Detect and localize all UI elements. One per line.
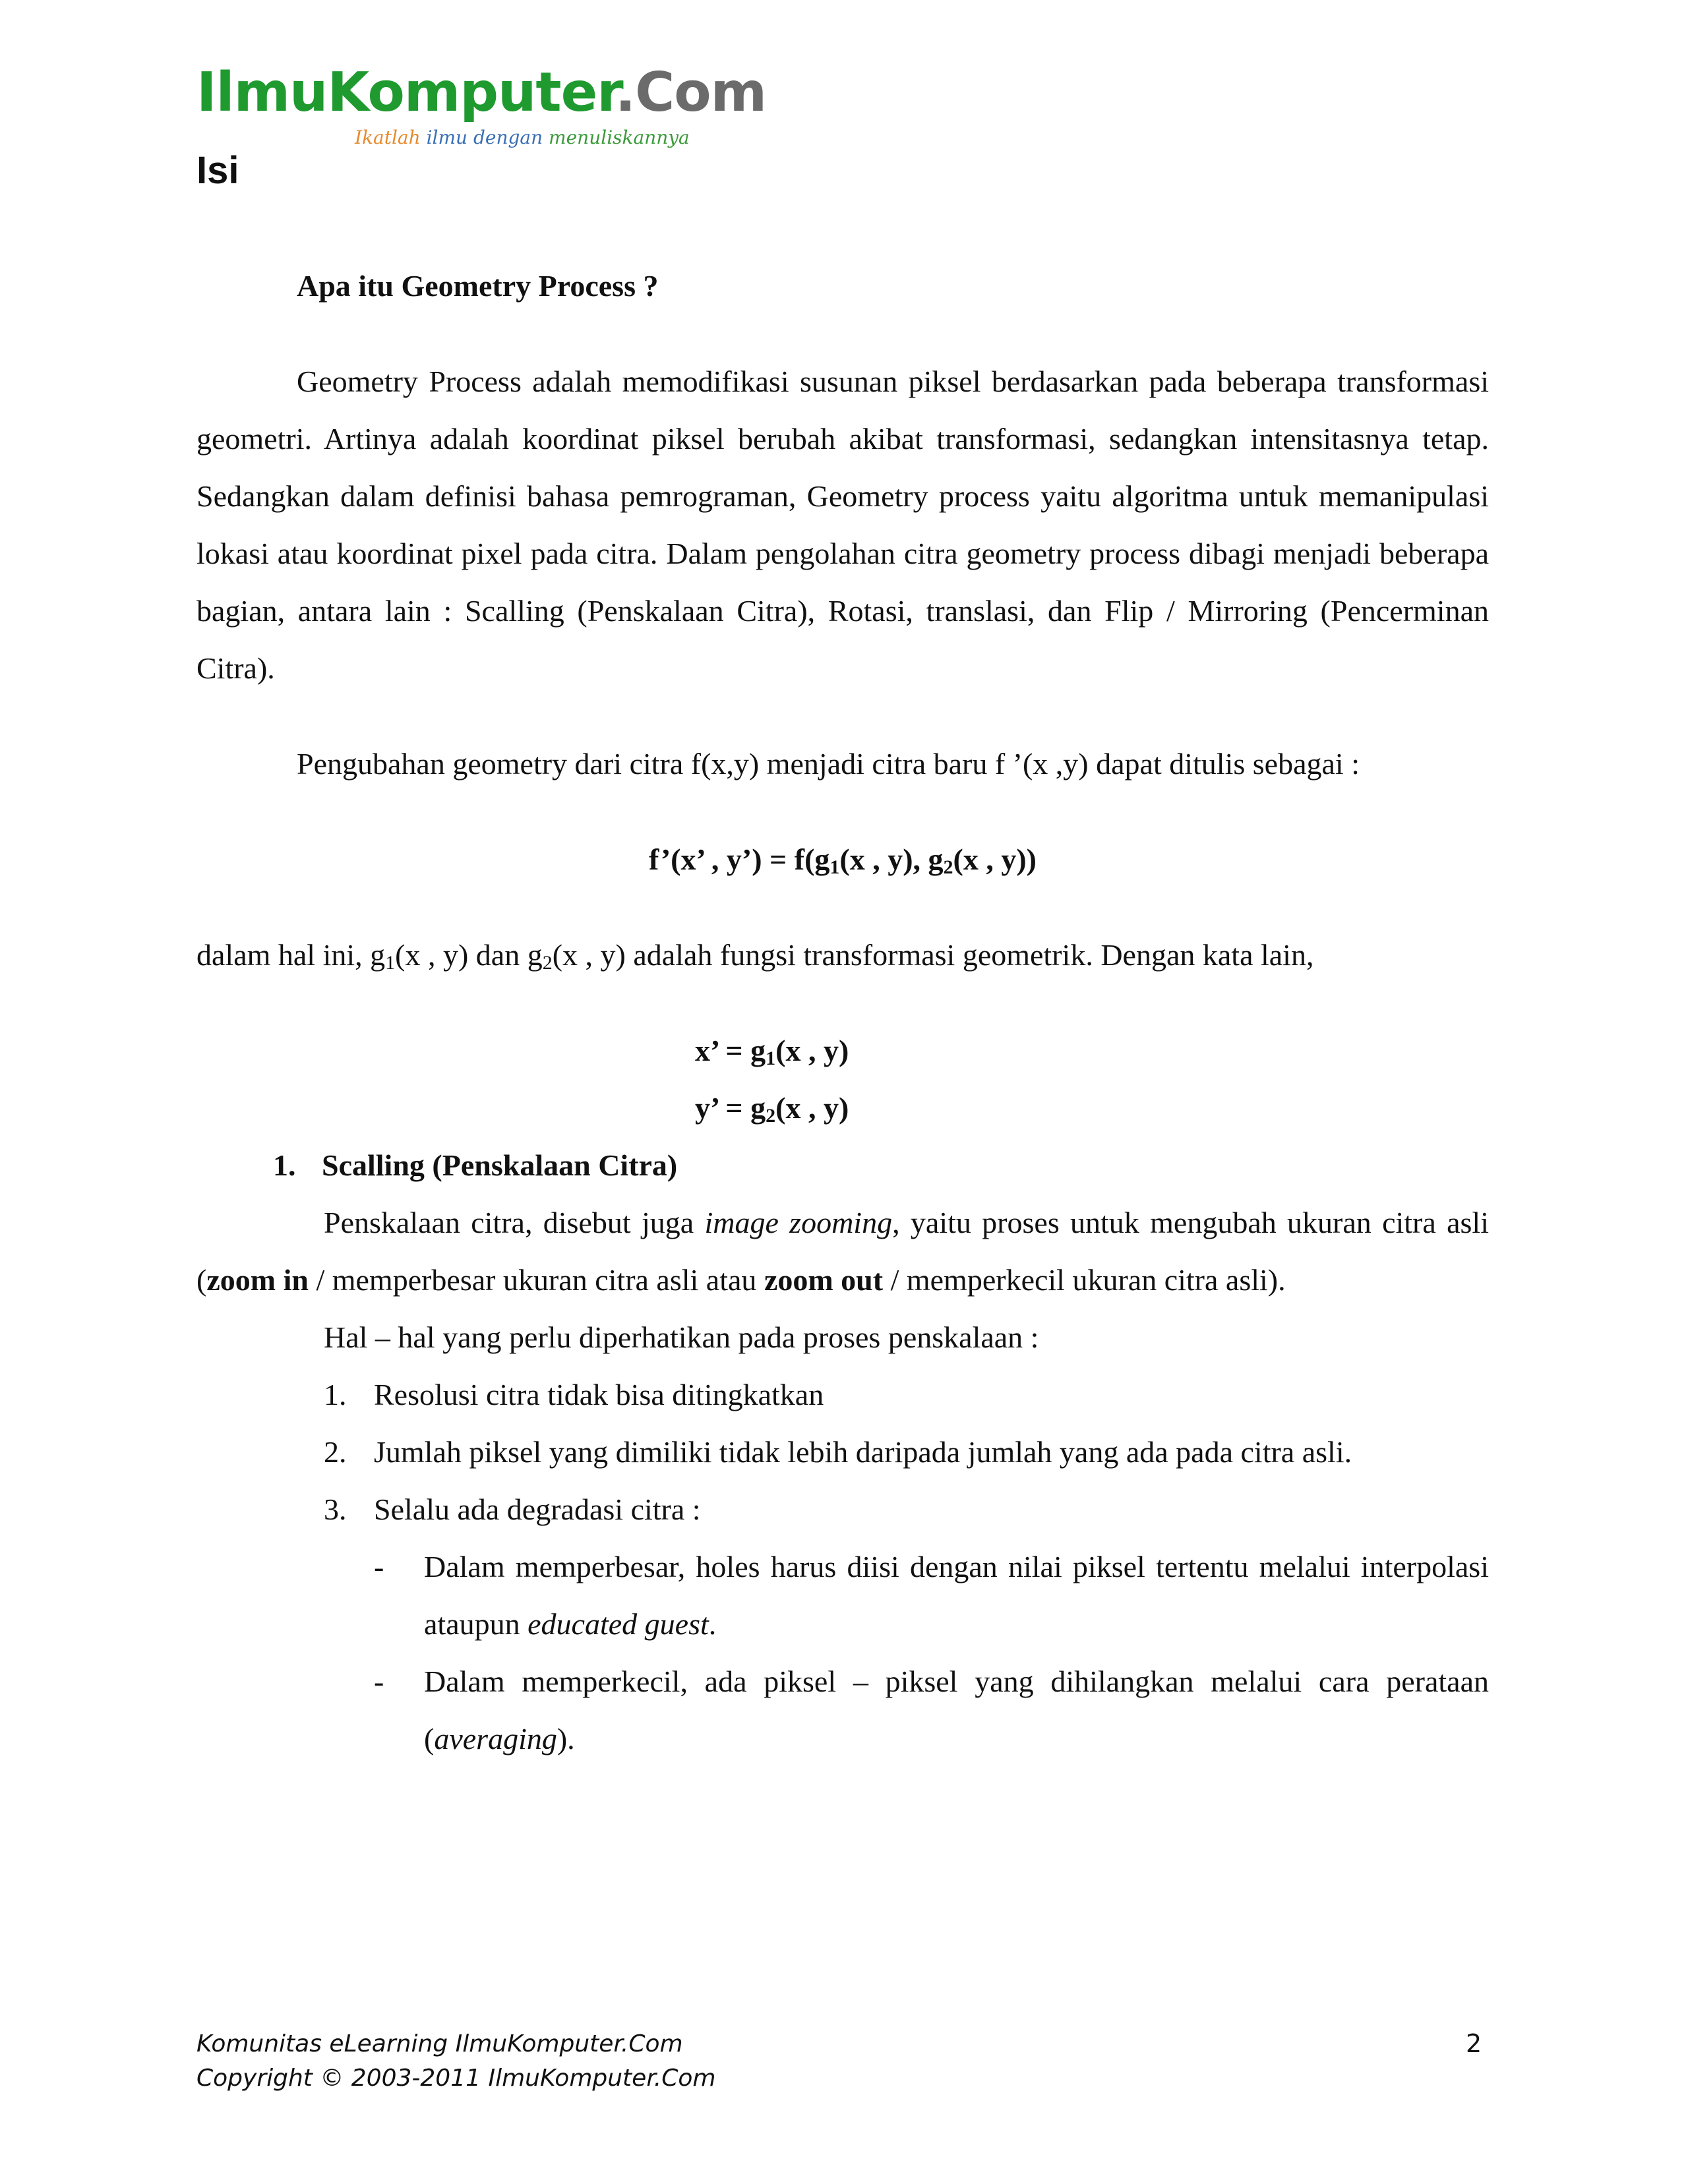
logo-title — [196, 61, 767, 124]
section-title: Scalling (Penskalaan Citra) — [322, 1148, 678, 1182]
section-heading-scalling — [196, 1136, 1489, 1194]
page-footer — [196, 2027, 715, 2096]
logo-tagline — [355, 127, 690, 148]
paragraph-definition: Geometry Process adalah memodifikasi susunan piksel berdasarkan pada beberapa transformasi geometri. Artinya adalah koordinat piksel berubah akibat transformasi, sedangkan intensitasnya tetap. Sedangkan dalam definisi bahasa pemrograman, Geometry process yaitu algoritma untuk memanipulasi lokasi atau koordinat pixel pada citra. Dalam pengolahan citra geometry process dibagi menjadi beberapa bagian, antara lain : Scalling (Penskalaan Citra), Rotasi, translasi, dan Flip / Mirroring (Pencerminan Citra). — [196, 365, 1489, 685]
document-heading: Apa itu Geometry Process ? — [297, 269, 659, 303]
logo-name-main: IlmuKomputer — [196, 61, 615, 124]
logo-tagline-part-2: ilmu dengan — [426, 127, 543, 148]
logo-name-suffix: .Com — [615, 61, 767, 124]
list-item: 3. Selalu ada degradasi citra : — [324, 1492, 701, 1526]
list-item: 2. Jumlah piksel yang dimiliki tidak lebih daripada jumlah yang ada pada citra asli. — [324, 1435, 1352, 1469]
document-body — [196, 257, 1489, 1767]
paragraph-scalling-notes-intro: Hal – hal yang perlu diperhatikan pada proses penskalaan : — [324, 1320, 1039, 1354]
equation-main: f’(x’ , y’) = $f(g_1(x$ , y), $g_2(x$ , y)) — [649, 842, 1037, 878]
bullet-item: - Dalam memperkecil, ada piksel – piksel yang dihilangkan melalui cara perataan (averaging). — [374, 1665, 1489, 1756]
equation-x: x’ = $g_1(x$ , y) — [695, 1034, 849, 1069]
paragraph-transform-functions: dalam hal ini, $g_1(x$ , y) dan $g_2(x$ , y) adalah fungsi transformasi geometrik. Dengan kata lain, — [196, 938, 1314, 974]
paragraph-transformation-intro: Pengubahan geometry dari citra f(x,y) menjadi citra baru f ’(x ,y) dapat ditulis sebagai : — [297, 747, 1360, 781]
logo-tagline-part-1: Ikatlah — [355, 127, 421, 148]
footer-community: Komunitas eLearning IlmuKomputer.Com — [196, 2030, 683, 2057]
paragraph-scalling-description: Penskalaan citra, disebut juga image zooming, yaitu proses untuk mengubah ukuran citra asli (zoom in / memperbesar ukuran citra asli atau zoom out / memperkecil ukuran citra asli). — [196, 1206, 1489, 1297]
equation-y: y’ = $g_2(x$ , y) — [695, 1091, 849, 1127]
footer-copyright: Copyright © 2003-2011 IlmuKomputer.Com — [196, 2065, 716, 2092]
section-number: 1. — [273, 1148, 296, 1182]
list-item: 1. Resolusi citra tidak bisa ditingkatkan — [324, 1378, 824, 1411]
page-number: 2 — [1466, 2029, 1482, 2058]
section-label: Isi — [196, 149, 239, 192]
logo-tagline-part-3: menuliskannya — [549, 127, 690, 148]
site-logo — [196, 61, 767, 148]
bullet-item: - Dalam memperbesar, holes harus diisi dengan nilai piksel tertentu melalui interpolasi ataupun educated guest. — [374, 1550, 1489, 1641]
